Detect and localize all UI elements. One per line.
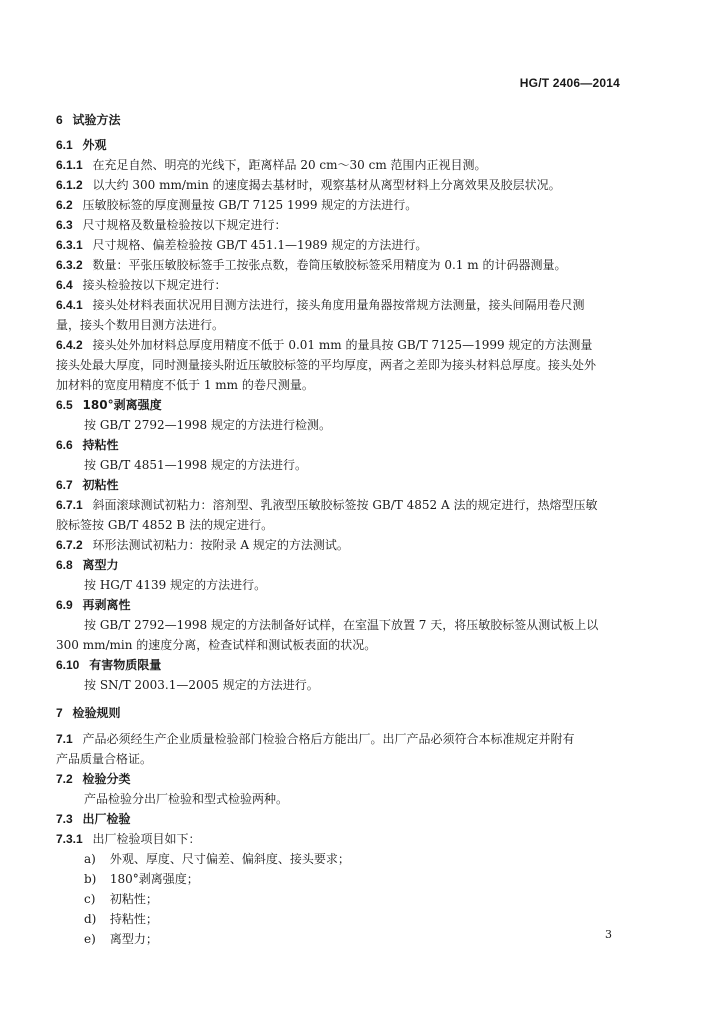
clause-6-3-2: 6.3.2 数量：平张压敏胶标签手工按张点数，卷筒压敏胶标签采用精度为 0.1 m 的计码器测量。 — [56, 258, 567, 272]
list-item: a) 外观、厚度、尺寸偏差、偏斜度、接头要求； — [84, 852, 350, 866]
section-heading: 7 检验规则 — [56, 706, 121, 720]
clause-6-2: 6.2 压敏胶标签的厚度测量按 GB/T 7125 1999 规定的方法进行。 — [56, 198, 418, 212]
clause-6-5-text: 按 GB/T 2792—1998 规定的方法进行检测。 — [84, 418, 331, 432]
clause-6-9: 6.9 再剥离性 — [56, 598, 131, 612]
clause-6-8-text: 按 HG/T 4139 规定的方法进行。 — [84, 578, 267, 592]
list-item: c) 初粘性； — [84, 892, 158, 906]
clause-6-7: 6.7 初粘性 — [56, 478, 119, 492]
clause-6-4-2-cont: 接头处最大厚度，同时测量接头附近压敏胶标签的平均厚度，两者之差即为接头材料总厚度。接头处外 — [56, 358, 597, 372]
document-code: HG/T 2406—2014 — [519, 76, 620, 90]
clause-7-2: 7.2 检验分类 — [56, 772, 131, 786]
clause-6-8: 6.8 离型力 — [56, 558, 119, 572]
list-item: d) 持粘性； — [84, 912, 158, 926]
clause-6-9-cont: 300 mm/min 的速度分离，检查试样和测试板表面的状况。 — [56, 638, 377, 652]
clause-6-4-2: 6.4.2 接头处外加材料总厚度用精度不低于 0.01 mm 的量具按 GB/T 7125—1999 规定的方法测量 — [56, 338, 593, 352]
clause-6-4-1: 6.4.1 接头处材料表面状况用目测方法进行，接头角度用量角器按常规方法测量，接头间隔用卷尺测 — [56, 298, 585, 312]
list-item: b) 180°剥离强度； — [84, 872, 199, 886]
clause-6-9-text: 按 GB/T 2792—1998 规定的方法制备好试样，在室温下放置 7 天，将压敏胶标签从测试板上以 — [84, 618, 599, 632]
list-item: e) 离型力； — [84, 932, 158, 946]
page-number: 3 — [605, 928, 612, 941]
clause-6-6: 6.6 持粘性 — [56, 438, 119, 452]
clause-6-1-1: 6.1.1 在充足自然、明亮的光线下，距离样品 20 cm～30 cm 范围内正视目测。 — [56, 158, 487, 172]
clause-6-7-1: 6.7.1 斜面滚球测试初粘力：溶剂型、乳液型压敏胶标签按 GB/T 4852 A 法的规定进行，热熔型压敏 — [56, 498, 598, 512]
section-heading: 6 试验方法 — [56, 113, 121, 127]
clause-7-3: 7.3 出厂检验 — [56, 812, 131, 826]
clause-6-4: 6.4 接头检验按以下规定进行： — [56, 278, 227, 292]
clause-6-5: 6.5 180°剥离强度 — [56, 398, 162, 412]
clause-6-4-1-cont: 量，接头个数用目测方法进行。 — [56, 318, 225, 332]
clause-6-1-2: 6.1.2 以大约 300 mm/min 的速度揭去基材时，观察基材从离型材料上分离效果及胶层状况。 — [56, 178, 561, 192]
clause-6-3: 6.3 尺寸规格及数量检验按以下规定进行： — [56, 218, 287, 232]
clause-7-3-1: 7.3.1 出厂检验项目如下： — [56, 832, 201, 846]
clause-6-4-2-cont: 加材料的宽度用精度不低于 1 mm 的卷尺测量。 — [56, 378, 314, 392]
clause-7-1-cont: 产品质量合格证。 — [56, 752, 153, 766]
clause-6-1: 6.1 外观 — [56, 138, 107, 152]
clause-7-1: 7.1 产品必须经生产企业质量检验部门检验合格后方能出厂。出厂产品必须符合本标准规定并附有 — [56, 732, 575, 746]
clause-6-3-1: 6.3.1 尺寸规格、偏差检验按 GB/T 451.1—1989 规定的方法进行。 — [56, 238, 428, 252]
clause-6-7-1-cont: 胶标签按 GB/T 4852 B 法的规定进行。 — [56, 518, 274, 532]
clause-7-2-text: 产品检验分出厂检验和型式检验两种。 — [84, 792, 289, 806]
clause-6-10: 6.10 有害物质限量 — [56, 658, 162, 672]
clause-6-7-2: 6.7.2 环形法测试初粘力：按附录 A 规定的方法测试。 — [56, 538, 349, 552]
clause-6-10-text: 按 SN/T 2003.1—2005 规定的方法进行。 — [84, 678, 319, 692]
clause-6-6-text: 按 GB/T 4851—1998 规定的方法进行。 — [84, 458, 307, 472]
